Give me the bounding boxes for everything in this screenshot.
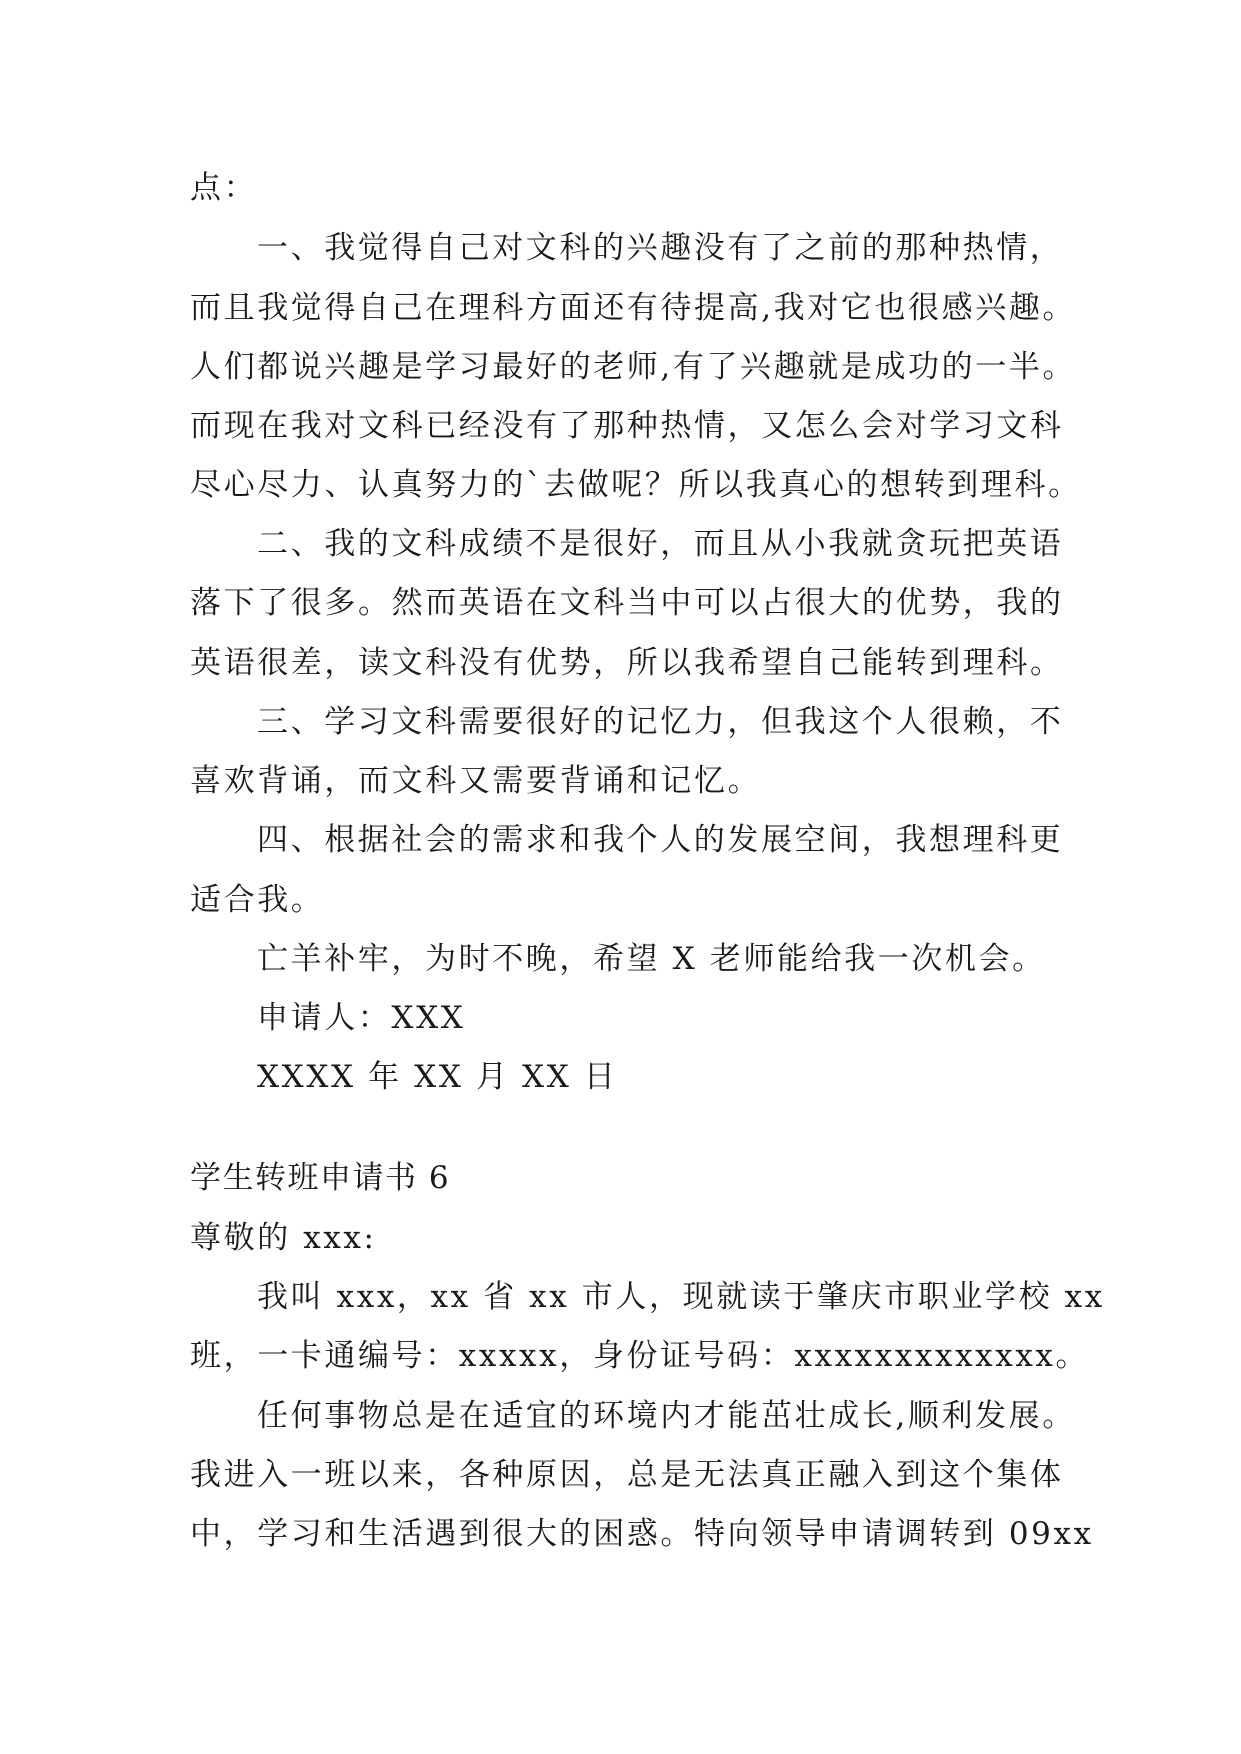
- paragraph-line: 我叫 xxx，xx 省 xx 市人，现就读于肇庆市职业学校 xx: [257, 1279, 1105, 1315]
- paragraph-line: 三、学习文科需要很好的记忆力，但我这个人很赖，不: [257, 704, 1064, 740]
- text-line: 落下了很多。然而英语在文科当中可以占很大的优势，我的: [190, 585, 1064, 621]
- paragraph-line: 四、根据社会的需求和我个人的发展空间，我想理科更: [257, 822, 1064, 858]
- text-line: 点：: [190, 170, 258, 206]
- paragraph-line: 任何事物总是在适宜的环境内才能茁壮成长,顺利发展。: [257, 1398, 1076, 1434]
- paragraph-line: 一、我觉得自己对文科的兴趣没有了之前的那种热情，: [257, 230, 1064, 266]
- closing-line: 亡羊补牢，为时不晚，希望 X 老师能给我一次机会。: [257, 941, 1046, 977]
- text-line: 我进入一班以来，各种原因，总是无法真正融入到这个集体: [190, 1457, 1064, 1493]
- salutation-line: 尊敬的 xxx:: [190, 1220, 377, 1256]
- applicant-line: 申请人：XXX: [257, 1000, 466, 1036]
- text-line: 英语很差，读文科没有优势，所以我希望自己能转到理科。: [190, 645, 1064, 681]
- text-line: 中，学习和生活遇到很大的困惑。特向领导申请调转到 09xx: [190, 1516, 1094, 1552]
- date-line: XXXX 年 XX 月 XX 日: [257, 1059, 618, 1095]
- text-line: 人们都说兴趣是学习最好的老师,有了兴趣就是成功的一半。: [190, 349, 1077, 385]
- text-line: 适合我。: [190, 882, 325, 918]
- text-line: 尽心尽力、认真努力的`去做呢？所以我真心的想转到理科。: [190, 467, 1082, 503]
- section-title: 学生转班申请书 6: [190, 1160, 451, 1196]
- text-line: 喜欢背诵，而文科又需要背诵和记忆。: [190, 763, 762, 799]
- text-line: 而现在我对文科已经没有了那种热情，又怎么会对学习文科: [190, 408, 1064, 444]
- paragraph-line: 二、我的文科成绩不是很好，而且从小我就贪玩把英语: [257, 526, 1064, 562]
- text-line: 班，一卡通编号：xxxxx，身份证号码：xxxxxxxxxxxxx。: [190, 1338, 1090, 1374]
- text-line: 而且我觉得自己在理科方面还有待提高,我对它也很感兴趣。: [190, 290, 1077, 326]
